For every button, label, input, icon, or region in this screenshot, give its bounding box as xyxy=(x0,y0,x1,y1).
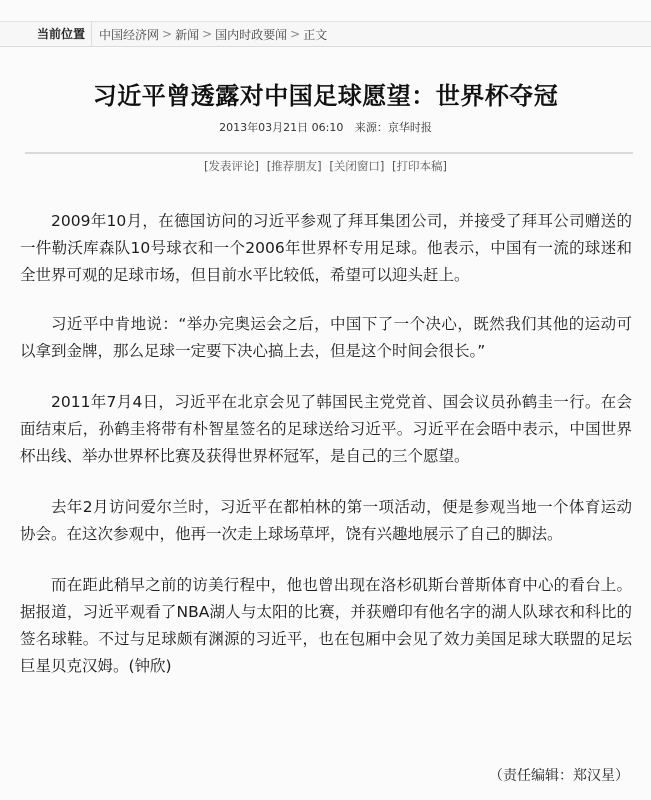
breadcrumb-item-news[interactable]: 新闻 xyxy=(175,27,200,42)
breadcrumb-item-home[interactable]: 中国经济网 xyxy=(99,27,160,42)
paragraph: 习近平中肯地说：“举办完奥运会之后，中国下了一个决心，既然我们其他的运动可以拿到金牌，那么足球一定要下决心搞上去，但是这个时间会很长。” xyxy=(20,315,632,360)
post-comment-link[interactable]: [发表评论] xyxy=(204,159,260,173)
source-label: 来源： xyxy=(354,121,388,134)
breadcrumb-separator: > xyxy=(202,27,213,41)
paragraph: 而在距此稍早之前的访美行程中，他也曾出现在洛杉矶斯台普斯体育中心的看台上。据报道，习近平观看了NBA湖人与太阳的比赛，并获赠印有他名字的湖人队球衣和科比的签名球鞋。不过与足球颇有渊源的习近平，也在包厢中会见了效力美国足球大联盟的足坛巨星贝克汉姆。(钟欣) xyxy=(20,576,632,675)
responsible-editor: （责任编辑：郑汉星） xyxy=(489,768,629,784)
breadcrumb-bar xyxy=(0,21,651,47)
breadcrumb xyxy=(92,26,327,43)
paragraph: 2009年10月，在德国访问的习近平参观了拜耳集团公司，并接受了拜耳公司赠送的一件勒沃库森队10号球衣和一个2006年世界杯专用足球。他表示，中国有一流的球迷和全世界可观的足球市场，但目前水平比较低，希望可以迎头赶上。 xyxy=(20,212,632,284)
breadcrumb-separator: > xyxy=(290,27,301,41)
article-meta xyxy=(0,119,651,135)
article-body xyxy=(20,208,632,704)
paragraph: 去年2月访问爱尔兰时，习近平在都柏林的第一项活动，便是参观当地一个体育运动协会。在这次参观中，他再一次走上球场草坪，饶有兴趣地展示了自己的脚法。 xyxy=(20,498,632,543)
recommend-friend-link[interactable]: [推荐朋友] xyxy=(266,159,322,173)
print-link[interactable]: [打印本稿] xyxy=(391,159,447,173)
article-actions xyxy=(0,158,651,174)
breadcrumb-label: 当前位置 xyxy=(0,22,92,46)
breadcrumb-separator: > xyxy=(162,27,173,41)
source-name: 京华时报 xyxy=(387,121,432,134)
article-title: 习近平曾透露对中国足球愿望：世界杯夺冠 xyxy=(92,82,559,110)
divider xyxy=(25,152,633,154)
paragraph: 2011年7月4日，习近平在北京会见了韩国民主党党首、国会议员孙鹤圭一行。在会面结束后，孙鹤圭将带有朴智星签名的足球送给习近平。习近平在会晤中表示，中国世界杯出线、举办世界杯比赛及获得世界杯冠军，是自己的三个愿望。 xyxy=(20,393,632,465)
breadcrumb-item-current: 正文 xyxy=(303,27,328,42)
source xyxy=(355,121,432,134)
close-window-link[interactable]: [关闭窗口] xyxy=(329,159,385,173)
publish-date: 2013年03月21日 06:10 xyxy=(219,121,344,134)
breadcrumb-item-domestic-politics[interactable]: 国内时政要闻 xyxy=(215,27,288,42)
